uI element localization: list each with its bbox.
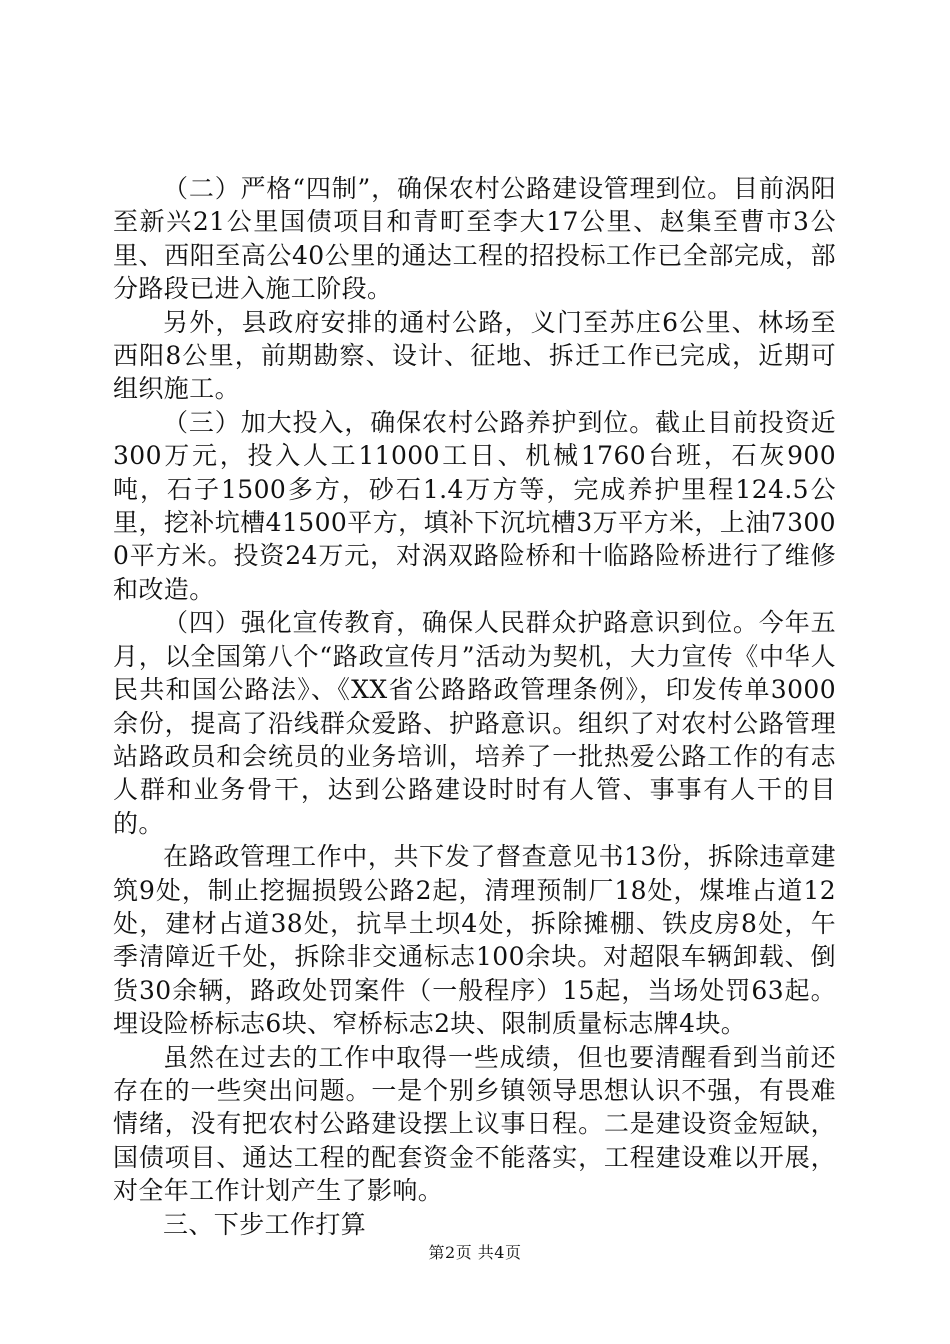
section-heading-next-steps: 三、下步工作打算 xyxy=(163,1209,367,1239)
paragraph-problems: 虽然在过去的工作中取得一些成绩，但也要清醒看到当前还存在的一些突出问题。一是个别乡镇领导思想认识不强，有畏难情绪，没有把农村公路建设摆上议事日程。二是建设资金短缺，国债项目、通达工程的配套资金不能落实，工程建设难以开展，对全年工作计划产生了影响。 xyxy=(113,1042,836,1206)
paragraph-road-administration: 在路政管理工作中，共下发了督查意见书13份，拆除违章建筑9处，制止挖掘损毁公路2起，清理预制厂18处，煤堆占道12处，建材占道38处，抗旱土坝4处，拆除摊棚、铁皮房8处，午季清障近千处，拆除非交通标志100余块。对超限车辆卸载、倒货30余辆，路政处罚案件（一般程序）15起，当场处罚63起。埋设险桥标志6块、窄桥标志2块、限制质量标志牌4块。 xyxy=(113,842,836,1039)
page-number-footer: 第2页 共4页 xyxy=(428,1243,522,1262)
paragraph-village-roads: 另外，县政府安排的通村公路，义门至苏庄6公里、林场至西阳8公里，前期勘察、设计、征地、拆迁工作已完成，近期可组织施工。 xyxy=(113,307,836,404)
document-body xyxy=(113,172,836,1241)
paragraph-section-three: （三）加大投入，确保农村公路养护到位。截止目前投资近300万元，投入人工11000工日、机械1760台班，石灰900吨，石子1500多方，砂石1.4万方等，完成养护里程124.5公里，挖补坑槽41500平方，填补下沉坑槽3万平方米，上油73000平方米。投资24万元，对涡双路险桥和十临路险桥进行了维修和改造。 xyxy=(113,407,836,604)
paragraph-section-four: （四）强化宣传教育，确保人民群众护路意识到位。今年五月，以全国第八个“路政宣传月”活动为契机，大力宣传《中华人民共和国公路法》、《XX省公路路政管理条例》，印发传单3000余份，提高了沿线群众爱路、护路意识。组织了对农村公路管理站路政员和会统员的业务培训，培养了一批热爱公路工作的有志人群和业务骨干，达到公路建设时时有人管、事事有人干的目的。 xyxy=(113,608,836,838)
paragraph-section-two: （二）严格“四制”，确保农村公路建设管理到位。目前涡阳至新兴21公里国债项目和青町至李大17公里、赵集至曹市3公里、西阳至高公40公里的通达工程的招投标工作已全部完成，部分路段已进入施工阶段。 xyxy=(113,174,836,304)
